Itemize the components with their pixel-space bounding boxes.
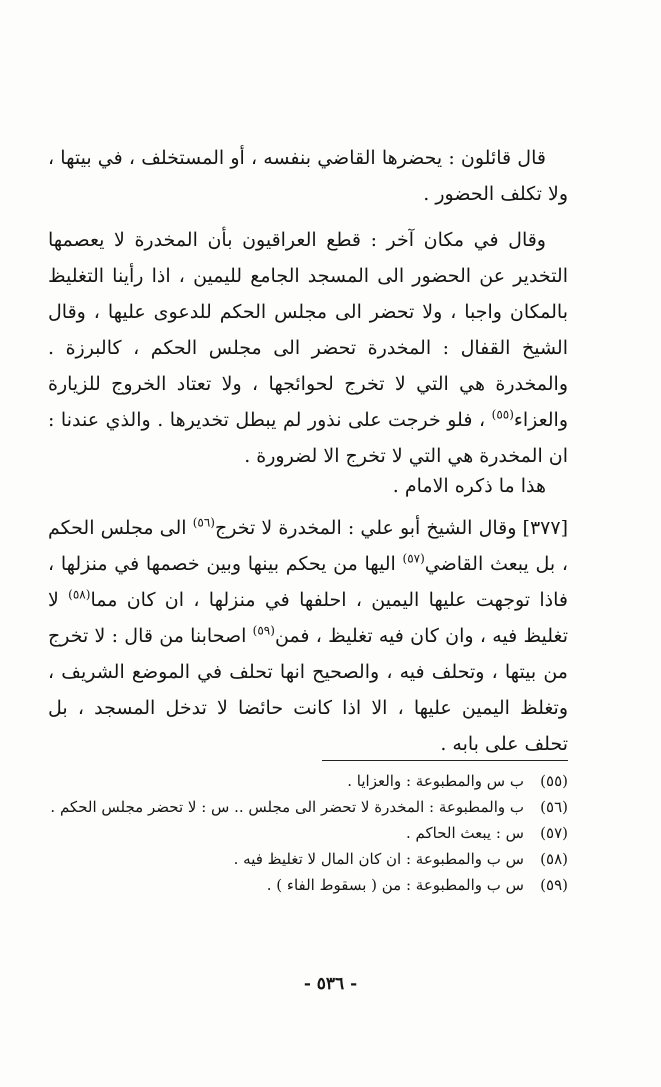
footnote-56 <box>48 794 568 820</box>
paragraph-1 <box>48 140 568 212</box>
paragraph-4-part-5: اصحابنا من قال : لا تخرج من بيتها ، وتحلف فيه ، والصحيح انها تحلف في الموضع الشريف ، وتغلظ اليمين عليها ، الا اذا كانت حائضا لا تدخل المسجد ، بل تحلف على بابه . <box>48 625 568 755</box>
paragraph-4-part-4: لا تغليظ فيه ، وان كان فيه تغليظ ، فمن <box>48 589 568 647</box>
footnote-number: (٥٨) <box>540 850 568 868</box>
page-number: - ٥٣٦ - <box>303 974 358 994</box>
footnote-ref-57[interactable]: (٥٧) <box>402 551 425 566</box>
footnote-57 <box>48 820 568 846</box>
footnote-ref-55[interactable]: (٥٥) <box>491 407 514 422</box>
paragraph-3-text: هذا ما ذكره الامام . <box>392 475 546 497</box>
paragraph-1-text: قال قائلون : يحضرها القاضي بنفسه ، أو المستخلف ، في بيتها ، ولا تكلف الحضور . <box>48 147 568 205</box>
paragraph-4-part-2: الى مجلس الحكم ، بل يبعث القاضي <box>48 517 568 575</box>
footnote-divider <box>322 760 568 761</box>
paragraph-2-part-2: ، فلو خرجت على نذور لم يبطل تخديرها . والذي عندنا : ان المخدرة هي التي لا تخرج الا لضرورة . <box>48 409 568 467</box>
paragraph-2-part-1: وقال في مكان آخر : قطع العراقيون بأن المخدرة لا يعصمها التخدير عن الحضور الى المسجد الجامع لليمين ، اذا رأينا التغليظ بالمكان واجبا ، ولا تحضر الى مجلس الحكم للدعوى عليها ، وقال الشيخ القفال : المخدرة تحضر الى مجلس الحكم ، كالبرزة . والمخدرة هي التي لا تخرج لحوائجها ، ولا تعتاد الخروج للزيارة والعزاء <box>48 229 568 431</box>
footnote-ref-59[interactable]: (٥٩) <box>252 623 275 638</box>
footnotes-list <box>48 768 568 898</box>
footnote-59 <box>48 872 568 898</box>
footnote-number: (٥٥) <box>540 772 568 790</box>
footnote-58 <box>48 846 568 872</box>
footnote-text: س ب والمطبوعة : من ( بسقوط الفاء ) . <box>266 876 524 894</box>
footnote-text: س ب والمطبوعة : ان كان المال لا تغليظ فيه . <box>233 850 524 868</box>
footnote-text: ب س والمطبوعة : والعزايا . <box>347 772 524 790</box>
footnote-number: (٥٦) <box>540 798 568 816</box>
paragraph-4-part-1: [٣٧٧] وقال الشيخ أبو علي : المخدرة لا تخرج <box>214 517 568 539</box>
paragraph-2 <box>48 222 568 474</box>
footnote-55 <box>48 768 568 794</box>
footnote-text: س : يبعث الحاكم . <box>406 824 524 842</box>
footnote-number: (٥٧) <box>540 824 568 842</box>
footnote-ref-56[interactable]: (٥٦) <box>192 515 215 530</box>
footnote-ref-58[interactable]: (٥٨) <box>68 587 91 602</box>
footnote-number: (٥٩) <box>540 876 568 894</box>
paragraph-3 <box>48 468 568 504</box>
footnote-text: ب والمطبوعة : المخدرة لا تحضر الى مجلس .. س : لا تحضر مجلس الحكم . <box>50 798 524 816</box>
paragraph-4 <box>48 510 568 762</box>
paragraph-4-part-3: اليها من يحكم بينها وبين خصمها في منزلها ، فاذا توجهت عليها اليمين ، احلفها في منزلها ، ان كان مما <box>48 553 569 611</box>
